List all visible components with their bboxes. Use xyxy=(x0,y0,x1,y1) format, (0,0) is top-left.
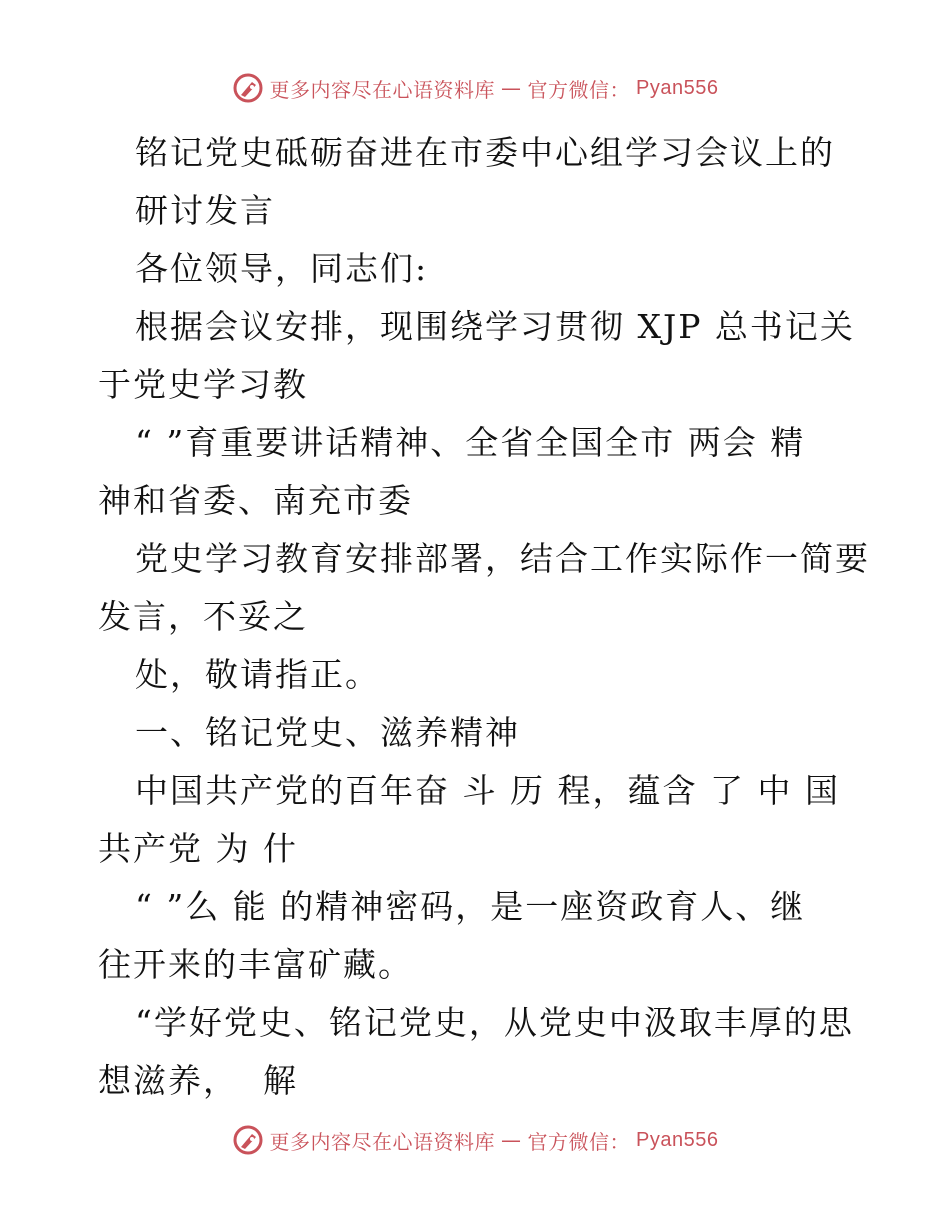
pen-nib-logo-icon xyxy=(232,1124,264,1156)
text-line: 往开来的丰富矿藏。 xyxy=(98,945,413,984)
footer-watermark xyxy=(0,1124,950,1156)
text-line: 共产党 为 什 xyxy=(98,829,298,868)
text-line: 中国共产党的百年奋 斗 历 程，蕴含 了 中 国 xyxy=(135,771,840,810)
watermark-dash: — xyxy=(501,1128,522,1152)
header-watermark xyxy=(0,72,950,104)
document-body xyxy=(98,124,870,1110)
text-line: “ ”么 能 的精神密码，是一座资政育人、继 xyxy=(135,887,806,926)
text-line: 发言，不妥之 xyxy=(98,597,308,636)
watermark-label: 官方微信： xyxy=(527,77,631,102)
text-line: 各位领导，同志们: xyxy=(135,249,429,288)
text-line: 处，敬请指正。 xyxy=(135,655,380,694)
text-line: 党史学习教育安排部署，结合工作实际作一简要 xyxy=(135,539,870,578)
text-line: 根据会议安排，现围绕学习贯彻 XJP 总书记关 xyxy=(135,307,855,346)
text-line: 研讨发言 xyxy=(135,191,275,230)
text-line: 于党史学习教 xyxy=(98,365,308,404)
watermark-wechat-id: Pyan556 xyxy=(636,1128,719,1151)
text-line: 铭记党史砥砺奋进在市委中心组学习会议上的 xyxy=(135,133,835,172)
text-line: “学好党史、铭记党史，从党史中汲取丰厚的思 xyxy=(135,1003,854,1042)
watermark-label: 官方微信： xyxy=(527,1129,631,1154)
pen-nib-logo-icon xyxy=(232,72,264,104)
watermark-wechat-id: Pyan556 xyxy=(636,76,719,99)
section-heading: 一、铭记党史、滋养精神 xyxy=(135,713,520,752)
text-line: 想滋养， 解 xyxy=(98,1061,298,1100)
watermark-text: 更多内容尽在心语资料库 xyxy=(269,1129,496,1154)
text-line: 神和省委、南充市委 xyxy=(98,481,413,520)
watermark-dash: — xyxy=(501,76,522,100)
watermark-text: 更多内容尽在心语资料库 xyxy=(269,77,496,102)
text-line: “ ”育重要讲话精神、全省全国全市 两会 精 xyxy=(135,423,806,462)
